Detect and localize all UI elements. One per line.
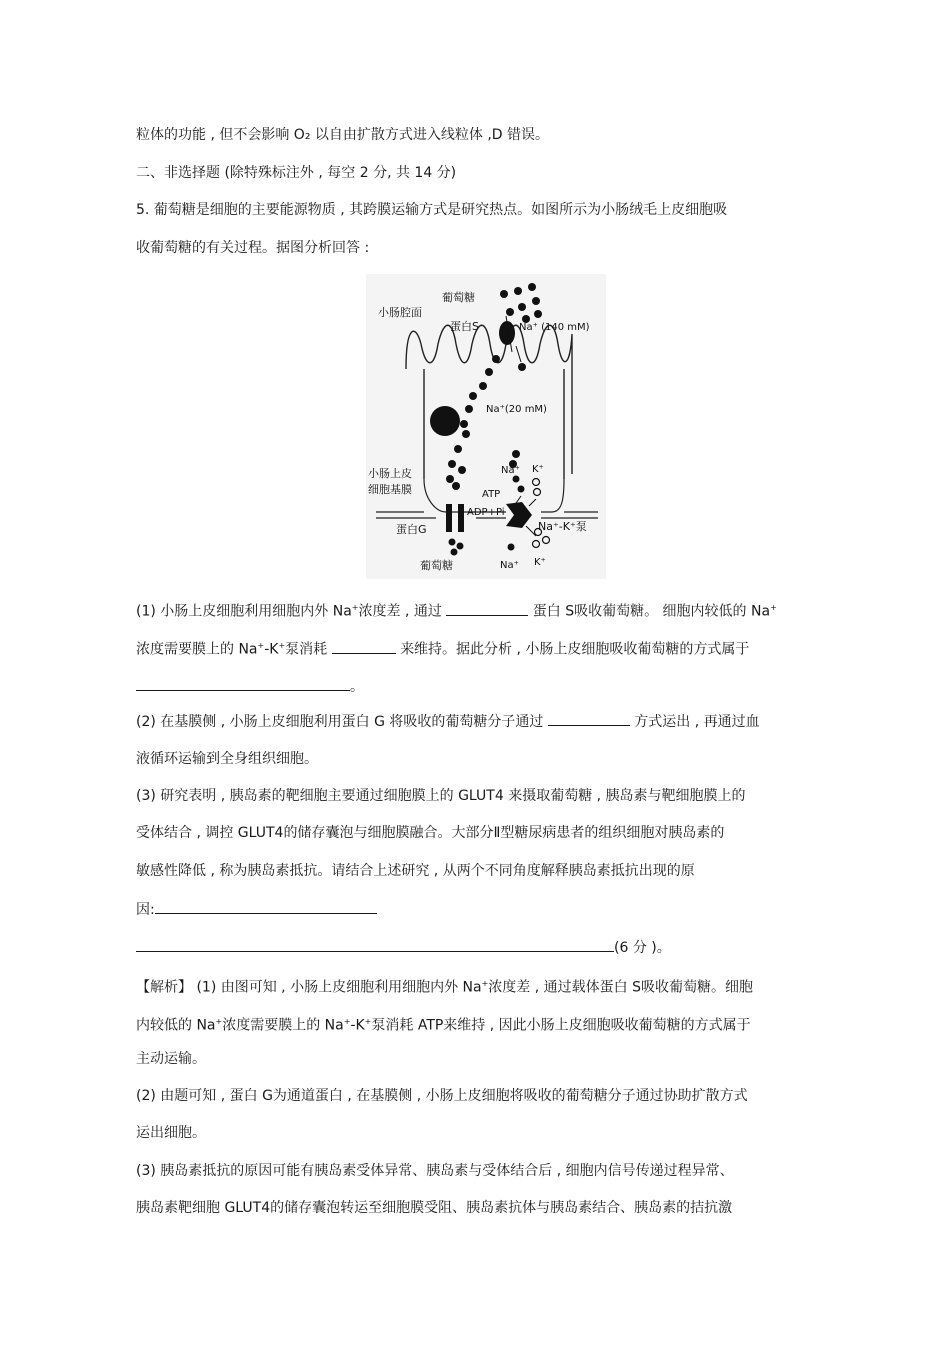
q3-line-5: (6 分 )。 (136, 937, 671, 958)
q2-line-2: 液循环运输到全身组织细胞。 (136, 751, 318, 767)
q2-line-1: (2) 在基膜侧 , 小肠上皮细胞利用蛋白 G 将吸收的葡萄糖分子通过 方式运出 , 再通过血 (136, 711, 760, 732)
q3-line-1: (3) 研究表明 , 胰岛素的靶细胞主要通过细胞膜上的 GLUT4 来摄取葡萄糖 , 胰岛素与靶细胞膜上的 (136, 788, 746, 804)
q3-line-4: 因: (136, 899, 377, 920)
q1-blank-1[interactable] (446, 601, 528, 616)
label-basal-1: 小肠上皮 (368, 467, 412, 480)
answer-3-line-1: (3) 胰岛素抵抗的原因可能有胰岛素受体异常、胰岛素与受体结合后 , 细胞内信号传递过程异常、 (136, 1163, 734, 1179)
label-atp: ATP (482, 489, 501, 500)
label-protein-g: 蛋白G (396, 523, 427, 536)
label-glucose-bottom: 葡萄糖 (420, 559, 453, 572)
label-k-in: K⁺ (532, 464, 544, 475)
answer-1-line-2: 内较低的 Na+浓度需要膜上的 Na+-K+泵消耗 ATP来维持 , 因此小肠上皮细胞吸收葡萄糖的方式属于 (136, 1017, 751, 1034)
label-lumen: 小肠腔面 (378, 306, 422, 319)
answer-3-line-2: 胰岛素靶细胞 GLUT4的储存囊泡转运至细胞膜受阻、胰岛素抗体与胰岛素结合、胰岛素的拮抗激 (136, 1200, 733, 1216)
q3-blank-1[interactable] (155, 899, 377, 914)
label-na-out: Na⁺ (500, 560, 519, 571)
answer-2-line-2: 运出细胞。 (136, 1125, 206, 1141)
q1-line-2: 浓度需要膜上的 Na+-K+泵消耗 来维持。据此分析 , 小肠上皮细胞吸收葡萄糖的方式属于 (136, 636, 749, 660)
answer-2-line-1: (2) 由题可知 , 蛋白 G为通道蛋白 , 在基膜侧 , 小肠上皮细胞将吸收的葡萄糖分子通过协助扩散方式 (136, 1088, 748, 1104)
question-5-stem: 5. 葡萄糖是细胞的主要能源物质 , 其跨膜运输方式是研究热点。如图所示为小肠绒毛上皮细胞吸 (136, 202, 728, 218)
nucleus (430, 406, 460, 436)
label-k-out: K⁺ (534, 557, 546, 568)
label-na-140: Na⁺ (140 mM) (519, 322, 590, 333)
q3-line-2: 受体结合 , 调控 GLUT4的储存囊泡与细胞膜融合。大部分Ⅱ型糖尿病患者的组织细胞对胰岛素的 (136, 825, 725, 841)
label-na-20: Na⁺(20 mM) (486, 404, 547, 415)
question-5-stem-cont: 收葡萄糖的有关过程。据图分析回答 : (136, 240, 370, 256)
label-na-in: Na⁺ (501, 465, 520, 476)
q1-line-1: (1) 小肠上皮细胞利用细胞内外 Na+浓度差 , 通过 蛋白 S吸收葡萄糖。 细胞内较低的 Na+ (136, 598, 777, 622)
label-basal-2: 细胞基膜 (368, 483, 412, 496)
label-adp: ADP+Pi (467, 507, 505, 518)
q3-blank-2[interactable] (136, 937, 614, 952)
q1-line-3: 。 (136, 676, 364, 697)
protein-g (446, 504, 452, 532)
q1-blank-3[interactable] (136, 676, 350, 691)
label-pump: Na⁺-K⁺泵 (538, 520, 587, 533)
glucose-absorption-diagram (366, 274, 606, 579)
text-line-1: 粒体的功能 , 但不会影响 O₂ 以自由扩散方式进入线粒体 ,D 错误。 (136, 127, 550, 143)
answer-1-line-3: 主动运输。 (136, 1051, 206, 1067)
label-glucose-top: 葡萄糖 (442, 291, 475, 304)
q1-blank-2[interactable] (332, 639, 396, 654)
q2-blank[interactable] (548, 711, 630, 726)
q3-line-3: 敏感性降低 , 称为胰岛素抵抗。请结合上述研究 , 从两个不同角度解释胰岛素抵抗出现的原 (136, 863, 695, 879)
label-protein-s: 蛋白S (450, 320, 479, 333)
answer-1-line-1: 【解析】 (1) 由图可知 , 小肠上皮细胞利用细胞内外 Na+浓度差 , 通过载体蛋白 S吸收葡萄糖。细胞 (136, 979, 753, 996)
section-heading: 二、非选择题 (除特殊标注外 , 每空 2 分, 共 14 分) (136, 165, 457, 181)
